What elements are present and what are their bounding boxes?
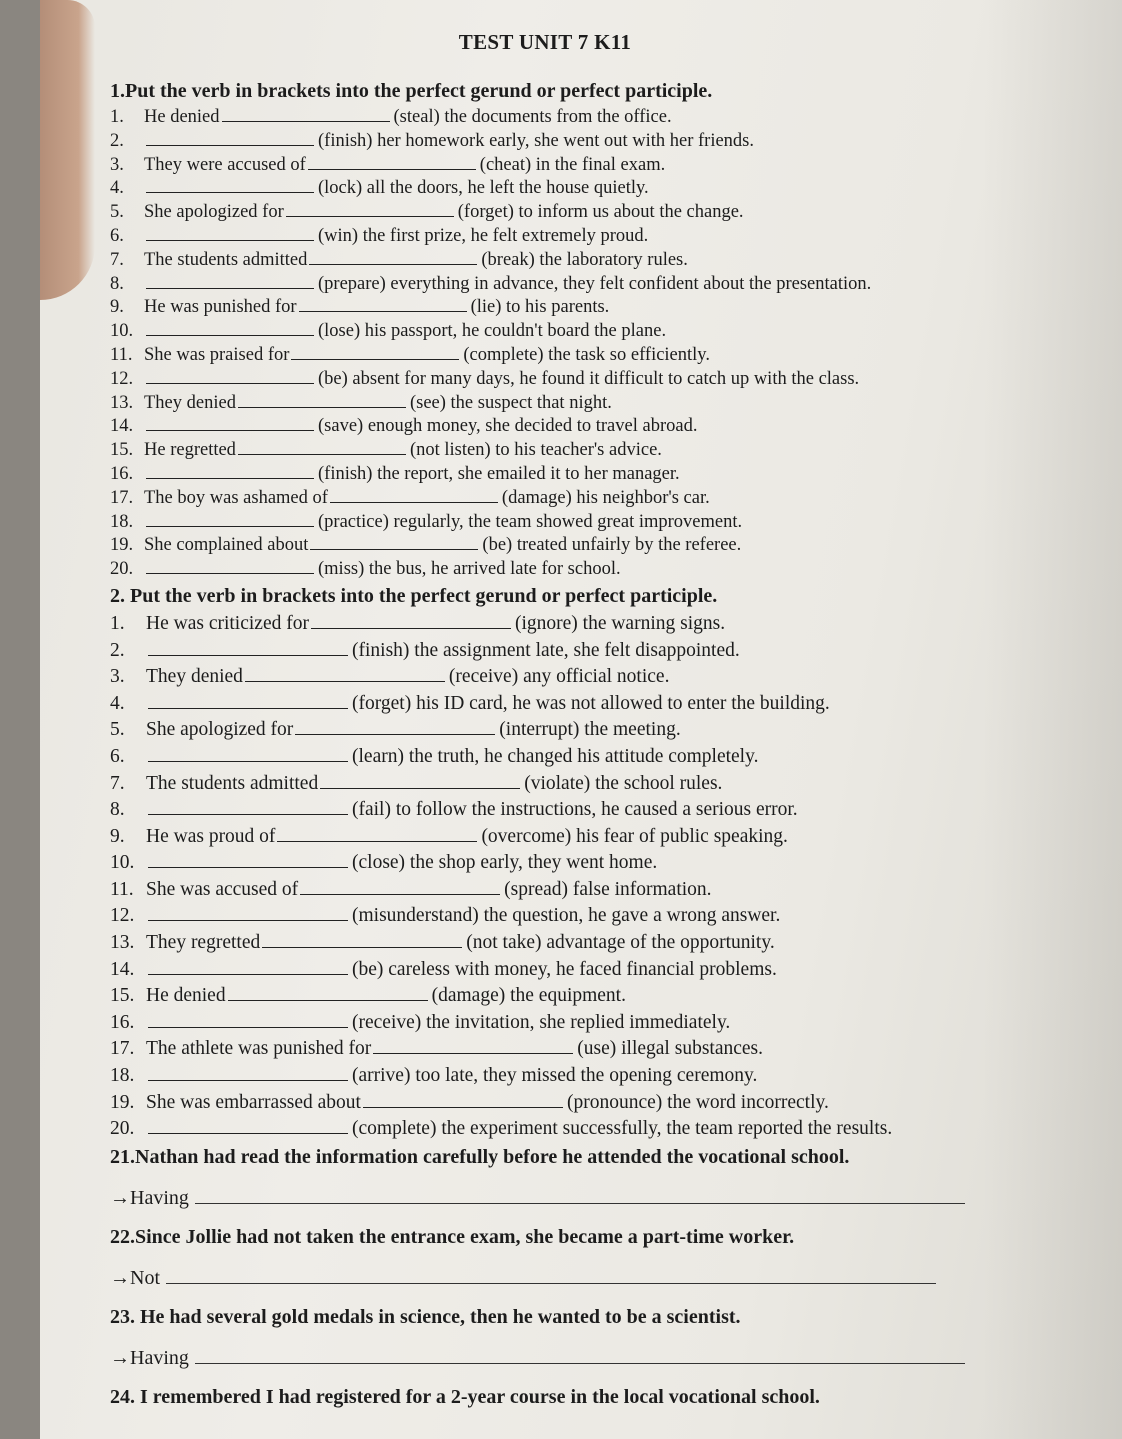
transform-sentence (110, 1223, 1100, 1251)
question-suffix: (be) careless with money, he faced financial problems. (352, 958, 777, 980)
answer-blank[interactable] (146, 463, 314, 479)
question-suffix: (win) the first prize, he felt extremely proud. (318, 225, 649, 246)
question-item (110, 534, 1100, 558)
question-item (110, 824, 1100, 851)
question-prefix: He was proud of (146, 825, 276, 847)
question-prefix: They were accused of (144, 154, 306, 175)
question-prefix: He denied (144, 107, 220, 127)
question-item (110, 850, 1100, 877)
question-item (110, 201, 1100, 225)
answer-blank[interactable] (228, 985, 428, 1001)
answer-blank[interactable] (286, 201, 454, 217)
transform-sentence (110, 1303, 1100, 1331)
question-number: 17. (110, 1038, 135, 1060)
transform-sentence (110, 1143, 1100, 1171)
answer-blank[interactable] (295, 719, 495, 735)
question-number: 10. (110, 852, 135, 874)
answer-blank[interactable] (148, 799, 348, 815)
question-item (110, 273, 1100, 297)
answer-blank[interactable] (148, 640, 348, 656)
question-suffix: (close) the shop early, they went home. (352, 852, 658, 874)
question-suffix: (finish) the assignment late, she felt disappointed. (352, 639, 740, 661)
question-item (110, 1010, 1100, 1037)
answer-blank[interactable] (148, 746, 348, 762)
question-number: 18. (110, 511, 134, 532)
question-item (110, 511, 1100, 535)
question-suffix: (see) the suspect that night. (409, 392, 612, 413)
answer-blank[interactable] (308, 154, 476, 170)
question-number: 20. (110, 559, 134, 580)
question-item (110, 106, 1100, 130)
question-item (110, 296, 1100, 320)
question-prefix: He denied (146, 985, 226, 1007)
question-prefix: They denied (146, 666, 243, 688)
question-prefix: She apologized for (144, 202, 284, 223)
question-item (110, 903, 1100, 930)
answer-blank[interactable] (148, 1065, 348, 1081)
question-number: 9. (110, 825, 125, 847)
question-suffix: (misunderstand) the question, he gave a wrong answer. (352, 905, 781, 927)
answer-blank[interactable] (146, 225, 314, 241)
question-number: 5. (110, 719, 125, 741)
question-suffix: (save) enough money, she decided to travel abroad. (318, 416, 698, 437)
rewrite-start: Having (130, 1346, 189, 1369)
question-number: 12. (110, 368, 134, 389)
question-item (110, 154, 1100, 178)
question-suffix: (cheat) in the final exam. (479, 154, 666, 175)
question-item (110, 797, 1100, 824)
question-item (110, 463, 1100, 487)
question-item (110, 225, 1100, 249)
question-number: 2. (110, 130, 124, 151)
answer-blank[interactable] (146, 273, 314, 289)
answer-blank[interactable] (148, 852, 348, 868)
question-item (110, 957, 1100, 984)
answer-blank[interactable] (310, 534, 478, 550)
question-number: 19. (110, 1091, 135, 1113)
question-item (110, 664, 1100, 691)
question-suffix: (pronounce) the word incorrectly. (566, 1091, 829, 1113)
answer-blank[interactable] (245, 666, 445, 682)
question-number: 14. (110, 416, 134, 437)
question-item (110, 177, 1100, 201)
transform-text: Since Jollie had not taken the entrance exam, she became a part-time worker. (135, 1225, 795, 1248)
answer-blank[interactable] (146, 320, 314, 336)
rewrite-line (110, 1263, 1100, 1293)
question-prefix: He was punished for (144, 297, 297, 318)
question-suffix: (complete) the task so efficiently. (463, 344, 710, 365)
question-suffix: (arrive) too late, they missed the opening ceremony. (352, 1065, 758, 1087)
question-suffix: (forget) his ID card, he was not allowed to enter the building. (352, 692, 830, 714)
question-suffix: (forget) to inform us about the change. (457, 202, 744, 223)
question-suffix: (prepare) everything in advance, they felt confident about the presentation. (318, 273, 872, 294)
question-prefix: The students admitted (144, 249, 308, 270)
section-1-list (110, 106, 1100, 582)
transform-sentence (110, 1383, 1100, 1411)
question-number: 5. (110, 202, 124, 223)
question-suffix: (be) treated unfairly by the referee. (482, 535, 742, 556)
question-suffix: (ignore) the warning signs. (514, 612, 726, 634)
question-suffix: (lie) to his parents. (470, 297, 610, 318)
question-suffix: (use) illegal substances. (577, 1038, 764, 1060)
rewrite-start: Not (130, 1266, 160, 1289)
section-1 (110, 79, 1100, 582)
question-item (110, 611, 1100, 638)
question-number: 10. (110, 321, 134, 342)
transform-number: 23. (110, 1305, 135, 1328)
question-suffix: (lock) all the doors, he left the house quietly. (318, 178, 649, 199)
section-2-list (110, 611, 1100, 1143)
arrow-right-icon: → (110, 1186, 130, 1209)
question-item (110, 320, 1100, 344)
question-item (110, 368, 1100, 392)
question-number: 12. (110, 905, 135, 927)
question-item (110, 1063, 1100, 1090)
question-number: 15. (110, 985, 135, 1007)
answer-blank[interactable] (146, 368, 314, 384)
question-number: 4. (110, 692, 125, 714)
question-number: 18. (110, 1065, 135, 1087)
thumb (40, 0, 95, 300)
answer-blank[interactable] (330, 487, 498, 503)
question-prefix: He was criticized for (146, 612, 309, 634)
question-prefix: He regretted (144, 440, 236, 461)
question-suffix: (receive) any official notice. (448, 666, 670, 688)
question-number: 8. (110, 273, 124, 294)
page-title: TEST UNIT 7 K11 (458, 30, 632, 54)
question-number: 19. (110, 535, 134, 556)
question-suffix: (interrupt) the meeting. (499, 719, 681, 741)
question-number: 8. (110, 799, 125, 821)
question-prefix: She apologized for (146, 719, 294, 741)
answer-blank[interactable] (238, 439, 406, 455)
answer-blank[interactable] (146, 511, 314, 527)
answer-blank[interactable] (148, 959, 348, 975)
question-number: 1. (110, 612, 125, 634)
answer-blank[interactable] (373, 1038, 573, 1054)
question-prefix: They denied (144, 392, 236, 413)
question-suffix: (damage) the equipment. (431, 985, 626, 1007)
question-suffix: (fail) to follow the instructions, he caused a serious error. (352, 799, 798, 821)
question-suffix: (steal) the documents from the office. (393, 107, 672, 127)
question-suffix: (not take) advantage of the opportunity. (466, 932, 775, 954)
question-suffix: (receive) the invitation, she replied immediately. (352, 1011, 731, 1033)
question-number: 13. (110, 392, 134, 413)
question-suffix: (be) absent for many days, he found it difficult to catch up with the class. (318, 368, 860, 389)
question-item (110, 744, 1100, 771)
answer-blank[interactable] (300, 879, 500, 895)
rewrite-line (110, 1343, 1100, 1373)
question-prefix: The students admitted (146, 772, 319, 794)
question-item (110, 877, 1100, 904)
question-item (110, 1036, 1100, 1063)
question-number: 15. (110, 440, 134, 461)
question-item (110, 558, 1100, 582)
question-prefix: The athlete was punished for (146, 1038, 372, 1060)
transformation-exercises (110, 1143, 1100, 1411)
answer-blank[interactable] (146, 130, 314, 146)
answer-blank[interactable] (148, 905, 348, 921)
question-item (110, 1116, 1100, 1143)
question-number: 17. (110, 487, 134, 508)
question-item (110, 130, 1100, 154)
section-2 (110, 584, 1100, 1143)
question-item (110, 1090, 1100, 1117)
section-2-heading: 2. Put the verb in brackets into the perfect gerund or perfect participle. (110, 584, 718, 607)
question-suffix: (not listen) to his teacher's advice. (409, 440, 662, 461)
transform-number: 21. (110, 1145, 135, 1168)
question-item (110, 771, 1100, 798)
answer-blank[interactable] (320, 773, 520, 789)
question-item (110, 344, 1100, 368)
rewrite-answer-line[interactable] (195, 1185, 965, 1204)
question-number: 11. (110, 878, 134, 900)
answer-blank[interactable] (148, 693, 348, 709)
question-number: 16. (110, 1011, 135, 1033)
transform-number: 24. (110, 1385, 135, 1408)
question-prefix: The boy was ashamed of (144, 487, 328, 508)
question-number: 1. (110, 107, 124, 127)
question-item (110, 930, 1100, 957)
transform-text: I remembered I had registered for a 2-year course in the local vocational school. (135, 1385, 820, 1408)
question-number: 3. (110, 666, 125, 688)
question-suffix: (complete) the experiment successfully, the team reported the results. (352, 1118, 893, 1140)
question-prefix: They regretted (146, 932, 261, 954)
question-number: 11. (110, 344, 133, 365)
answer-blank[interactable] (148, 1118, 348, 1134)
question-suffix: (lose) his passport, he couldn't board the plane. (318, 321, 667, 342)
rewrite-answer-line[interactable] (195, 1345, 965, 1364)
answer-blank[interactable] (146, 177, 314, 193)
question-item (110, 439, 1100, 463)
rewrite-answer-line[interactable] (166, 1265, 936, 1284)
transform-text: Nathan had read the information carefully before he attended the vocational school. (135, 1145, 850, 1168)
question-number: 13. (110, 932, 135, 954)
transform-text: He had several gold medals in science, then he wanted to be a scientist. (135, 1305, 741, 1328)
question-item (110, 249, 1100, 273)
question-suffix: (practice) regularly, the team showed great improvement. (318, 511, 743, 532)
question-number: 6. (110, 745, 125, 767)
question-suffix: (finish) the report, she emailed it to her manager. (318, 463, 680, 484)
worksheet-content (110, 22, 1100, 1411)
question-number: 16. (110, 463, 134, 484)
arrow-right-icon: → (110, 1346, 130, 1369)
question-item (110, 392, 1100, 416)
answer-blank[interactable] (146, 558, 314, 574)
question-suffix: (finish) her homework early, she went out with her friends. (318, 130, 754, 151)
answer-blank[interactable] (291, 344, 459, 360)
answer-blank[interactable] (146, 415, 314, 431)
question-item (110, 691, 1100, 718)
answer-blank[interactable] (277, 826, 477, 842)
question-item (110, 415, 1100, 439)
rewrite-line (110, 1183, 1100, 1213)
question-suffix: (learn) the truth, he changed his attitude completely. (352, 745, 759, 767)
question-item (110, 983, 1100, 1010)
question-suffix: (overcome) his fear of public speaking. (481, 825, 788, 847)
question-item (110, 717, 1100, 744)
answer-blank[interactable] (148, 1012, 348, 1028)
question-number: 7. (110, 249, 124, 270)
question-number: 7. (110, 772, 125, 794)
question-suffix: (spread) false information. (504, 878, 712, 900)
question-suffix: (violate) the school rules. (524, 772, 723, 794)
question-item (110, 638, 1100, 665)
answer-blank[interactable] (363, 1092, 563, 1108)
question-number: 14. (110, 958, 135, 980)
answer-blank[interactable] (238, 392, 406, 408)
question-number: 9. (110, 297, 124, 318)
answer-blank[interactable] (262, 932, 462, 948)
answer-blank[interactable] (222, 106, 390, 122)
question-number: 3. (110, 154, 124, 175)
section-1-heading: 1.Put the verb in brackets into the perfect gerund or perfect participle. (110, 80, 713, 102)
answer-blank[interactable] (311, 613, 511, 629)
arrow-right-icon: → (110, 1266, 130, 1289)
question-prefix: She was praised for (144, 344, 290, 365)
question-item (110, 487, 1100, 511)
question-number: 20. (110, 1118, 135, 1140)
answer-blank[interactable] (309, 249, 477, 265)
question-suffix: (damage) his neighbor's car. (501, 487, 710, 508)
question-prefix: She complained about (144, 535, 309, 556)
question-number: 6. (110, 225, 124, 246)
question-suffix: (break) the laboratory rules. (481, 249, 688, 270)
question-number: 2. (110, 639, 125, 661)
question-suffix: (miss) the bus, he arrived late for school. (318, 559, 621, 580)
rewrite-start: Having (130, 1186, 189, 1209)
answer-blank[interactable] (299, 296, 467, 312)
worksheet-page (40, 0, 1122, 1439)
question-prefix: She was accused of (146, 878, 299, 900)
question-prefix: She was embarrassed about (146, 1091, 361, 1113)
question-number: 4. (110, 178, 124, 199)
transform-number: 22. (110, 1225, 135, 1248)
